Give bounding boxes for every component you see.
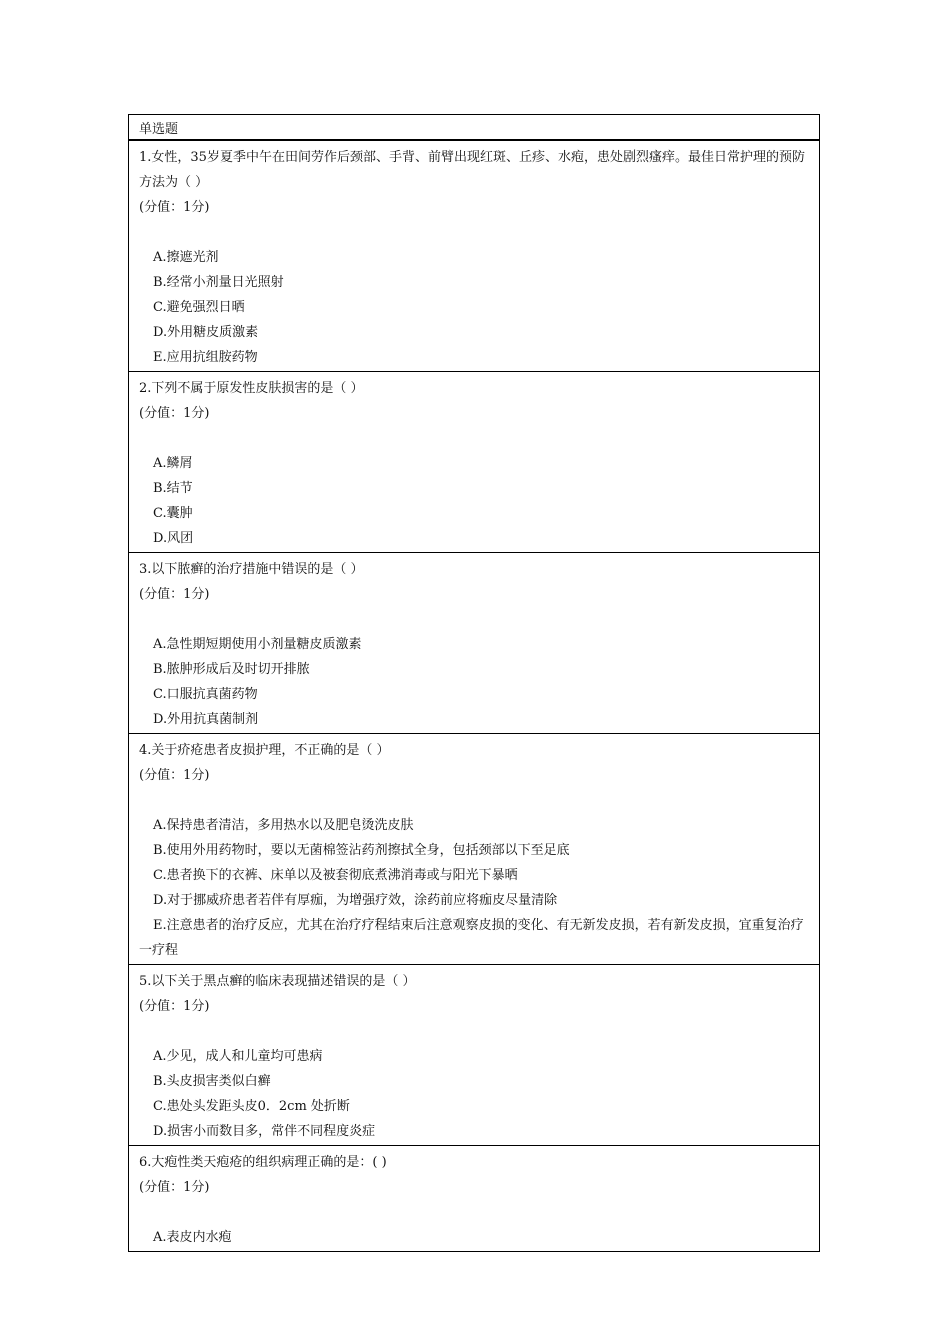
option-a[interactable]: A.擦遮光剂 [153,250,219,265]
option-b[interactable]: B.经常小剂量日光照射 [153,275,284,290]
option-e[interactable]: E.应用抗组胺药物 [153,350,258,365]
option-a[interactable]: A.鳞屑 [153,456,193,471]
question-score: (分值：1分) [139,1180,210,1195]
section-title: 单选题 [129,115,819,141]
question-stem: 4.关于疥疮患者皮损护理，不正确的是（ ） [139,743,390,758]
question-stem: 5.以下关于黑点癣的临床表现描述错误的是（ ） [139,974,416,989]
option-d[interactable]: D.外用糖皮质激素 [153,325,259,340]
question-score: (分值：1分) [139,587,210,602]
option-a[interactable]: A.保持患者清洁，多用热水以及肥皂烫洗皮肤 [153,818,414,833]
option-b[interactable]: B.脓肿形成后及时切开排脓 [153,662,310,677]
option-d[interactable]: D.损害小而数目多，常伴不同程度炎症 [153,1124,376,1139]
spacer [139,426,813,451]
question-5 [129,965,819,1146]
spacer [139,607,813,632]
spacer [139,220,813,245]
option-d[interactable]: D.对于挪威疥患者若伴有厚痂，为增强疗效，涂药前应将痂皮尽量清除 [153,893,558,908]
spacer [139,788,813,813]
option-a[interactable]: A.少见，成人和儿童均可患病 [153,1049,323,1064]
option-a[interactable]: A.急性期短期使用小剂量糖皮质激素 [153,637,362,652]
question-score: (分值：1分) [139,406,210,421]
question-stem: 2.下列不属于原发性皮肤损害的是（ ） [139,381,364,396]
option-c[interactable]: C.囊肿 [153,506,193,521]
option-d[interactable]: D.风团 [153,531,194,546]
spacer [139,1200,813,1225]
option-b[interactable]: B.头皮损害类似白癣 [153,1074,271,1089]
option-a[interactable]: A.表皮内水疱 [153,1230,232,1245]
option-d[interactable]: D.外用抗真菌制剂 [153,712,259,727]
option-b[interactable]: B.使用外用药物时，要以无菌棉签沾药剂擦拭全身，包括颈部以下至足底 [153,843,570,858]
question-3 [129,553,819,734]
question-score: (分值：1分) [139,999,210,1014]
question-2 [129,372,819,553]
option-c[interactable]: C.口服抗真菌药物 [153,687,258,702]
option-b[interactable]: B.结节 [153,481,193,496]
question-6 [129,1146,819,1251]
question-score: (分值：1分) [139,200,210,215]
question-stem: 6.大疱性类天疱疮的组织病理正确的是：( ) [139,1155,387,1170]
question-4 [129,734,819,965]
option-c[interactable]: C.患者换下的衣裤、床单以及被套彻底煮沸消毒或与阳光下暴晒 [153,868,518,883]
question-stem: 3.以下脓癣的治疗措施中错误的是（ ） [139,562,364,577]
question-1 [129,141,819,372]
question-stem: 1.女性，35岁夏季中午在田间劳作后颈部、手背、前臂出现红斑、丘疹、水疱，患处剧烈瘙痒。最佳日常护理的预防方法为（ ） [139,150,805,190]
question-score: (分值：1分) [139,768,210,783]
option-c[interactable]: C.患处头发距头皮0．2cm 处折断 [153,1099,350,1114]
spacer [139,1019,813,1044]
option-c[interactable]: C.避免强烈日晒 [153,300,245,315]
option-e[interactable]: E.注意患者的治疗反应，尤其在治疗疗程结束后注意观察皮损的变化、有无新发皮损，若有新发皮损，宜重复治疗一疗程 [139,918,804,958]
question-sheet [128,114,820,1252]
